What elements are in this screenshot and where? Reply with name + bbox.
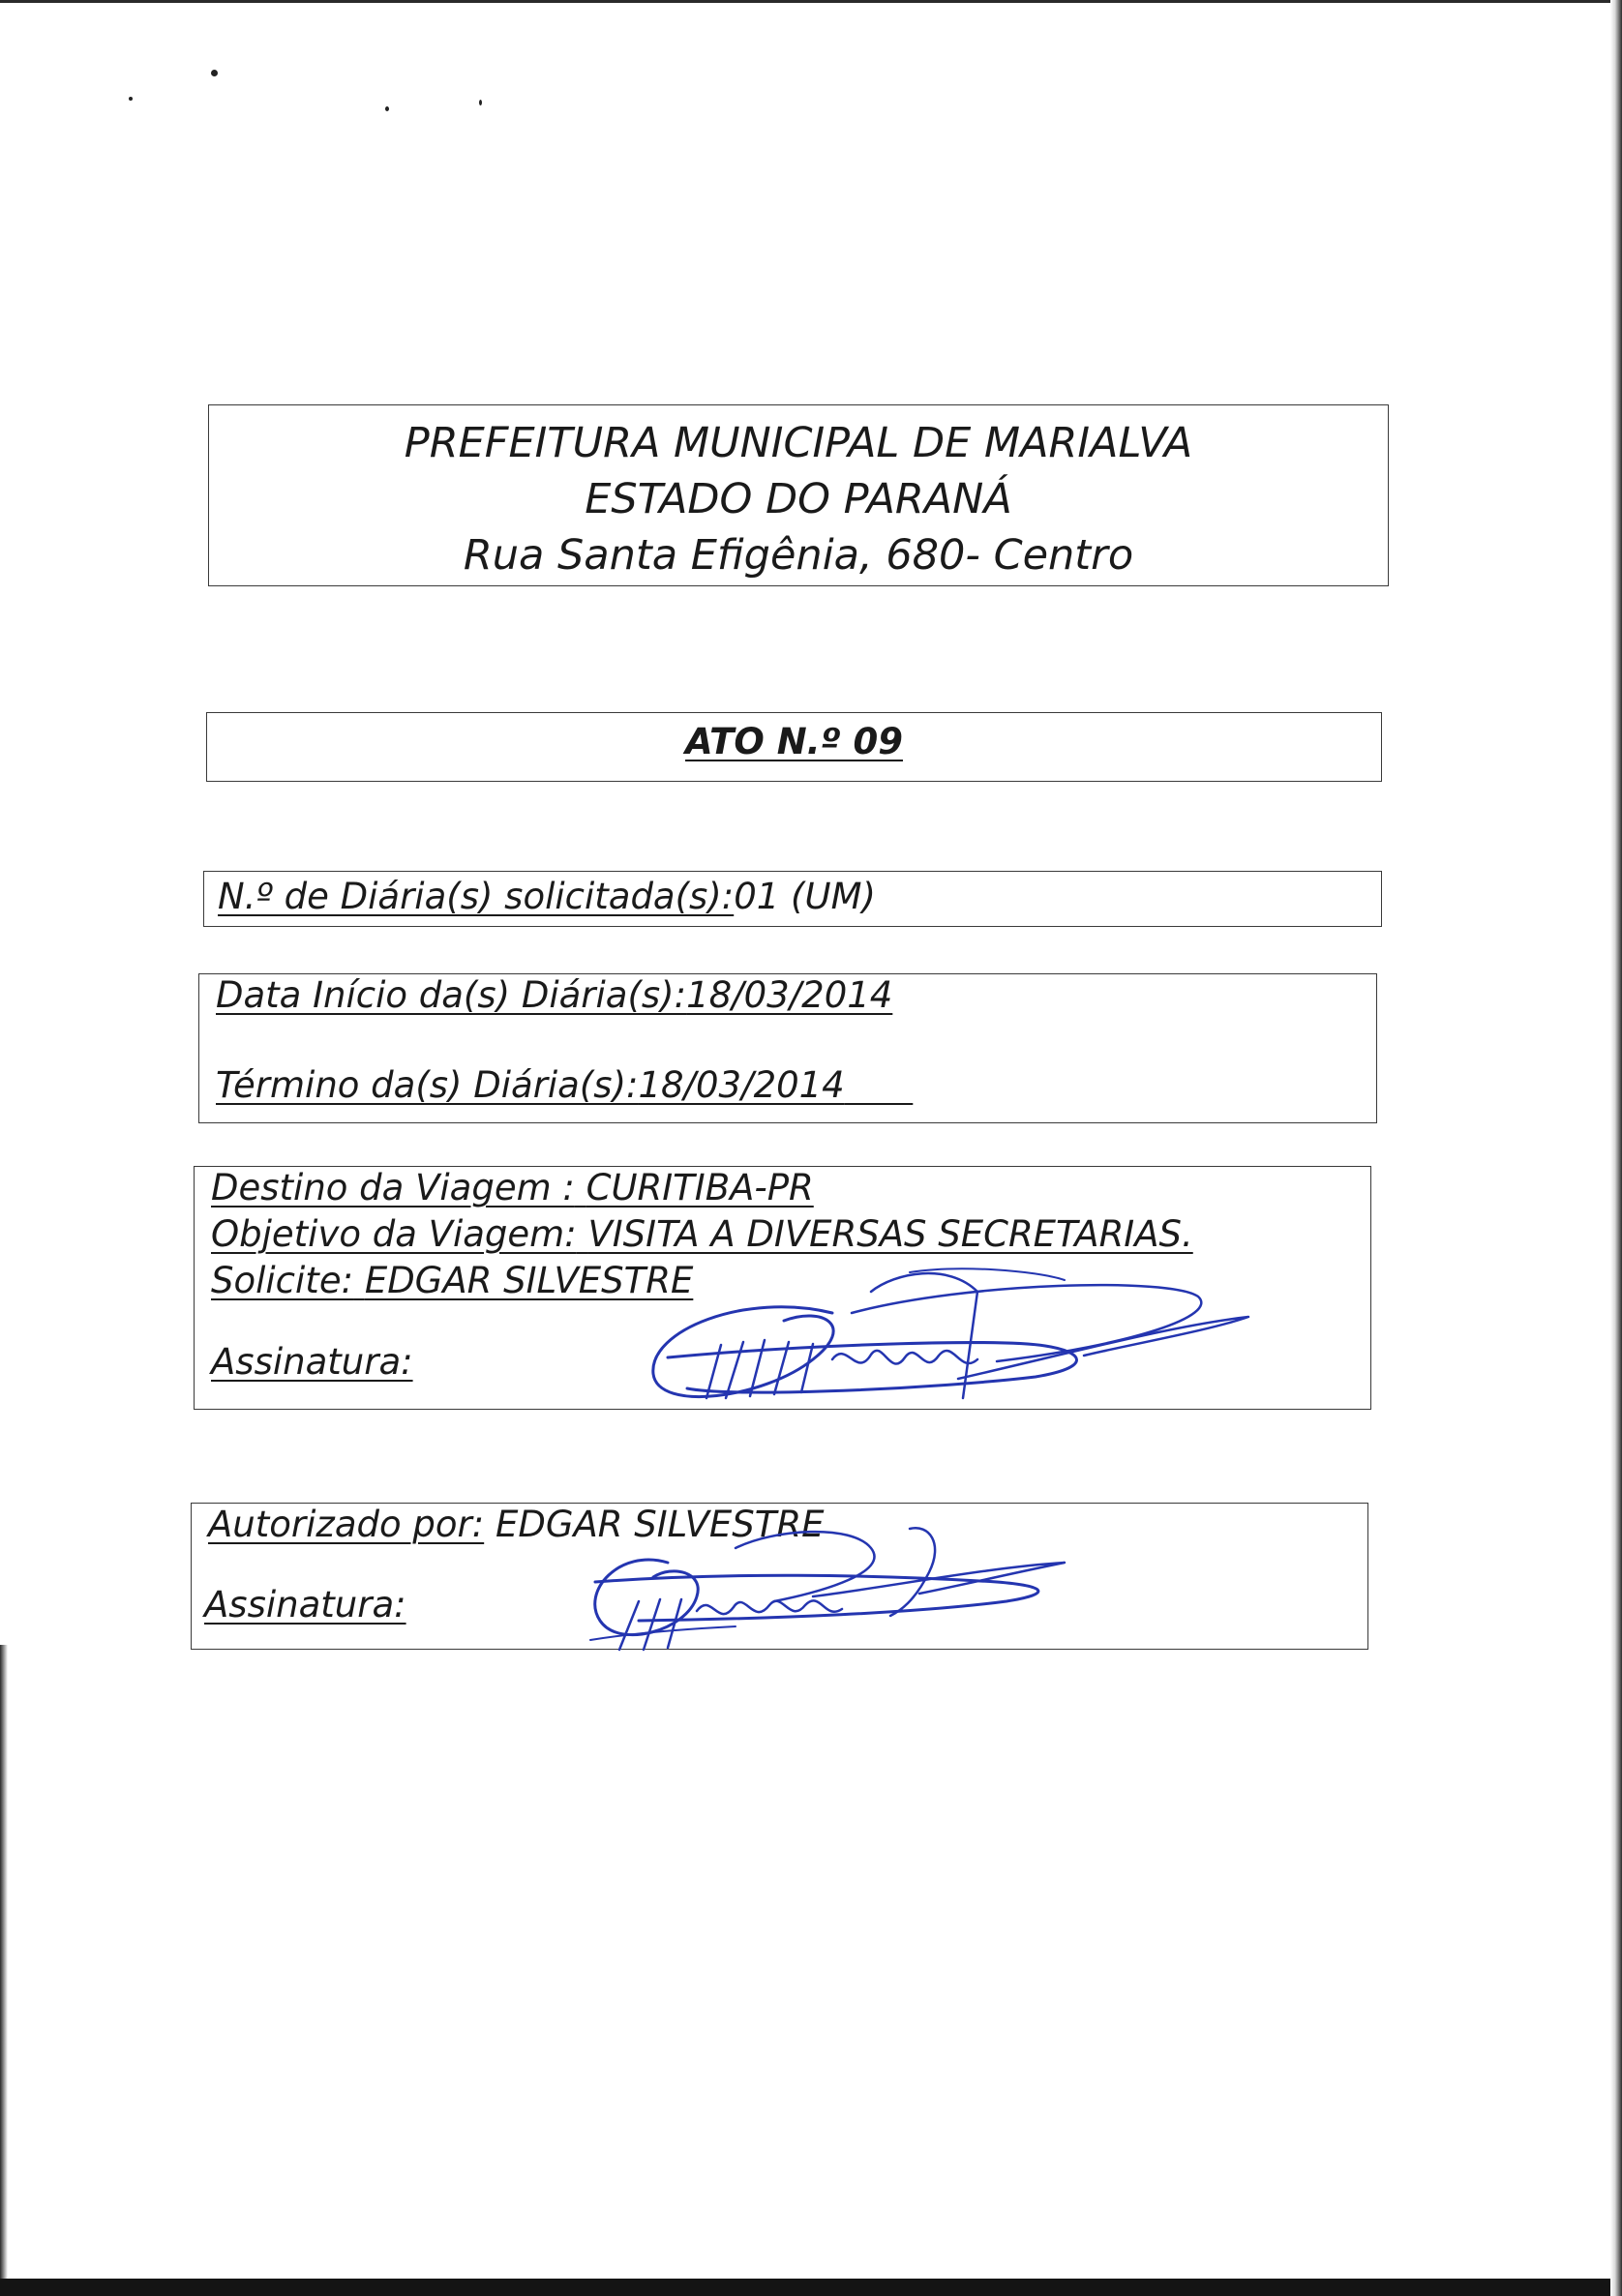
diarias-box [203, 871, 1382, 927]
solicite-value: EDGAR SILVESTRE [364, 1260, 694, 1301]
signature-solicitante [629, 1253, 1307, 1417]
scan-speck [385, 106, 389, 111]
diarias-label: N.º de Diária(s) solicitada(s): [218, 876, 735, 917]
autorizacao-assinatura-label: Assinatura: [204, 1584, 406, 1625]
scan-edge-left [0, 1645, 8, 2279]
scan-edge-bottom [0, 2279, 1622, 2296]
scan-speck [129, 97, 133, 101]
objetivo-line [211, 1213, 1193, 1255]
scan-edge-right [1610, 0, 1622, 2296]
header-title: PREFEITURA MUNICIPAL DE MARIALVA [404, 419, 1193, 467]
diarias-value: 01 (UM) [734, 876, 876, 917]
objetivo-value: VISITA A DIVERSAS SECRETARIAS. [587, 1213, 1193, 1255]
termino-label: Término da(s) Diária(s): [216, 1064, 639, 1106]
scan-speck [479, 100, 482, 105]
objetivo-label: Objetivo da Viagem: [211, 1213, 577, 1255]
inicio-line [216, 974, 892, 1016]
datas-box [198, 973, 1377, 1123]
viagem-assinatura-label: Assinatura: [211, 1341, 413, 1383]
signature-autorizacao [581, 1505, 1084, 1659]
destino-value: CURITIBA-PR [586, 1167, 814, 1208]
solicite-line [211, 1260, 693, 1301]
destino-line [211, 1167, 814, 1208]
termino-value: 18/03/2014 [638, 1064, 845, 1106]
ato-number: ATO N.º 09 [685, 721, 903, 762]
ato-box [206, 712, 1382, 782]
header-state: ESTADO DO PARANÁ [585, 475, 1012, 523]
destino-label: Destino da Viagem : [211, 1167, 575, 1208]
autorizado-label: Autorizado por: [208, 1504, 485, 1545]
header-box [208, 404, 1389, 586]
scan-speck [211, 70, 218, 76]
diarias-line [218, 876, 876, 917]
header-address: Rua Santa Efigênia, 680- Centro [463, 531, 1134, 580]
autorizado-value: EDGAR SILVESTRE [495, 1504, 825, 1545]
termino-line [216, 1064, 913, 1106]
solicite-label: Solicite: [211, 1260, 354, 1301]
inicio-value: 18/03/2014 [686, 974, 893, 1016]
inicio-label: Data Início da(s) Diária(s): [216, 974, 687, 1016]
scan-edge-top [0, 0, 1622, 3]
